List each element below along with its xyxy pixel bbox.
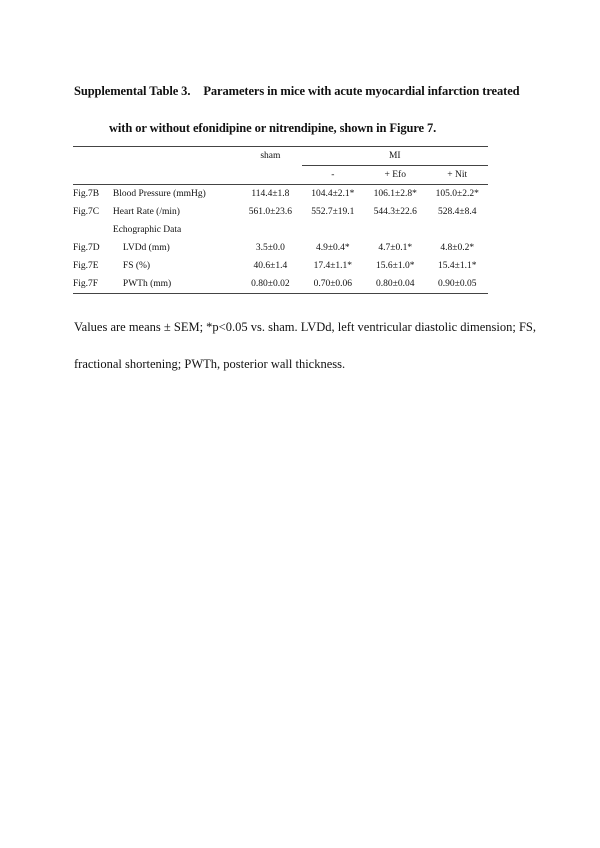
cell-mi-vehicle: 17.4±1.1* — [313, 261, 353, 271]
cell-sham: 114.4±1.8 — [251, 189, 290, 199]
section-label-echographic: Echographic Data — [112, 225, 182, 235]
row-parameter: Heart Rate (/min) — [112, 207, 180, 217]
table-number: Supplemental Table 3. — [74, 84, 191, 98]
row-parameter: Blood Pressure (mmHg) — [112, 189, 206, 199]
cell-mi-vehicle: 0.70±0.06 — [302, 275, 364, 294]
cell-sham: 40.6±1.4 — [253, 261, 288, 271]
table-row — [73, 257, 488, 275]
header-mi-nit: + Nit — [426, 166, 488, 185]
table-title-line-2: with or without efonidipine or nitrendipine, shown in Figure 7. — [109, 121, 437, 135]
cell-sham: 3.5±0.0 — [255, 243, 285, 253]
table-row — [73, 185, 488, 204]
header-mi: MI — [302, 147, 488, 166]
header-row-groups — [73, 147, 488, 166]
cell-mi-nit: 105.0±2.2* — [435, 189, 479, 199]
table-row — [73, 239, 488, 257]
table-row — [73, 203, 488, 221]
cell-sham: 561.0±23.6 — [248, 207, 292, 217]
cell-mi-nit: 528.4±8.4 — [437, 207, 477, 217]
header-mi-vehicle: - — [302, 166, 364, 185]
footnote-line-1: Values are means ± SEM; *p<0.05 vs. sham. LVDd, left ventricular diastolic dimension; FS, — [74, 320, 536, 334]
header-mi-efo: + Efo — [364, 166, 426, 185]
row-parameter: LVDd (mm) — [122, 243, 170, 253]
cell-mi-nit: 15.4±1.1* — [437, 261, 477, 271]
table-title-line-1 — [74, 84, 520, 99]
cell-mi-vehicle: 552.7±19.1 — [311, 207, 355, 217]
table-title-text: Parameters in mice with acute myocardial infarction treated — [203, 84, 520, 98]
cell-mi-nit: 4.8±0.2* — [440, 243, 475, 253]
cell-mi-vehicle: 104.4±2.1* — [311, 189, 355, 199]
header-sham: sham — [239, 147, 301, 166]
cell-mi-efo: 4.7±0.1* — [378, 243, 413, 253]
cell-mi-efo: 544.3±22.6 — [373, 207, 417, 217]
cell-mi-nit: 0.90±0.05 — [426, 275, 488, 294]
row-fig-ref: Fig.7B — [73, 189, 100, 199]
cell-mi-vehicle: 4.9±0.4* — [315, 243, 350, 253]
row-fig-ref: Fig.7E — [73, 261, 99, 271]
row-fig-ref: Fig.7C — [73, 207, 100, 217]
cell-mi-efo: 106.1±2.8* — [373, 189, 417, 199]
footnote-line-2: fractional shortening; PWTh, posterior wall thickness. — [74, 357, 346, 371]
header-row-treatments — [73, 166, 488, 185]
parameters-table — [73, 146, 488, 294]
row-parameter: FS (%) — [122, 261, 151, 271]
row-fig-ref: Fig.7F — [73, 275, 113, 294]
cell-mi-efo: 0.80±0.04 — [364, 275, 426, 294]
cell-mi-efo: 15.6±1.0* — [375, 261, 415, 271]
cell-sham: 0.80±0.02 — [239, 275, 301, 294]
row-fig-ref: Fig.7D — [73, 243, 100, 253]
section-row — [73, 221, 488, 239]
row-parameter: PWTh (mm) — [113, 275, 239, 294]
table-row — [73, 275, 488, 294]
